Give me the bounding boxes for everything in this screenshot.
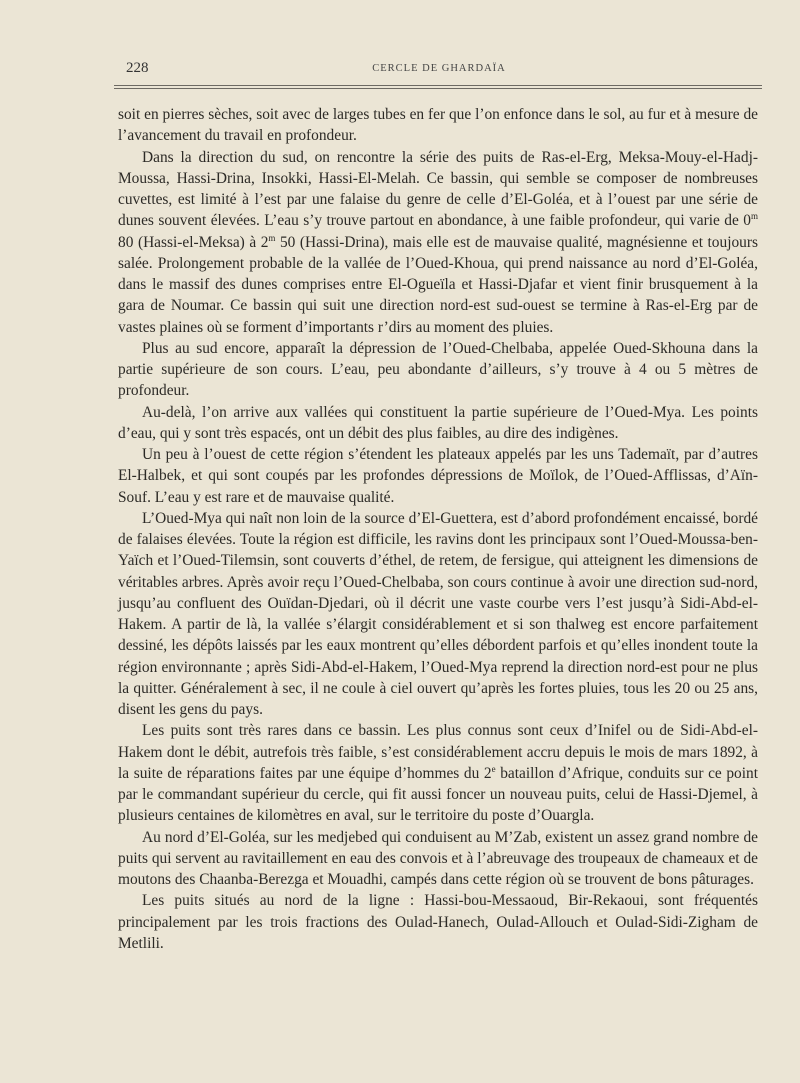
paragraph-text: bataillon d’Afrique, conduits sur ce point par le commandant supérieur du cercle, qui fit aussi foncer un nouveau puits, celui de Hassi-Djemel, à plusieurs centaines de kilomètres en aval, sur le territoire du poste d’Ouargla. bbox=[118, 764, 759, 825]
battalion-number: 2 bbox=[483, 764, 492, 782]
paragraph: soit en pierres sèches, soit avec de larges tubes en fer que l’on enfonce dans le sol, au fur et à mesure de l’avancement du travail en profondeur. bbox=[118, 106, 758, 145]
paragraph: Au-delà, l’on arrive aux vallées qui constituent la partie supérieure de l’Oued-Mya. Les points d’eau, qui y sont très espacés, ont un débit des plus faibles, au dire des indigènes. bbox=[118, 403, 758, 442]
header-rule-top bbox=[114, 85, 762, 86]
paragraph: Plus au sud encore, apparaît la dépression de l’Oued-Chelbaba, appelée Oued-Skhouna dans la partie supérieure de son cours. L’eau, peu abondante d’ailleurs, s’y trouve à 4 ou 5 mètres de profondeur. bbox=[118, 339, 758, 400]
unit-superscript: m bbox=[750, 211, 758, 222]
depth-range: 80 (Hassi-el-Meksa) à 2 bbox=[118, 233, 269, 251]
body-text bbox=[118, 104, 758, 954]
paragraph-text: Dans la direction du sud, on rencontre la série des puits de Ras-el-Erg, Meksa-Mouy-el-Hadj-Moussa, Hassi-Drina, Insokki, Hassi-El-Melah. Ce bassin, qui semble se composer de nombreuses cuvettes, est limité à l’est par une falaise du genre de celle d’El-Goléa, et à l’ouest par une série de dunes souvent élevées. L’eau s’y trouve partout en abondance, à une faible profondeur, qui varie de bbox=[118, 148, 758, 230]
depth-value: 0 bbox=[743, 212, 751, 230]
ordinal-superscript: e bbox=[491, 763, 496, 774]
paragraph: Au nord d’El-Goléa, sur les medjebed qui conduisent au M’Zab, existent un assez grand nombre de puits qui servent au ravitaillement en eau des convois et à l’abreuvage des troupeaux de chameaux et de moutons des Chaanba-Berezga et Mouadhi, campés dans cette région où se trouvent de bons pâturages. bbox=[118, 828, 758, 888]
paragraph: Un peu à l’ouest de cette région s’étendent les plateaux appelés par les uns Tademaït, par d’autres El-Halbek, et qui sont coupés par les profondes dépressions de Moïlok, de l’Oued-Afflissas, d’Aïn-Souf. L’eau y est rare et de mauvaise qualité. bbox=[118, 446, 758, 506]
running-title: CERCLE DE GHARDAÏA bbox=[372, 63, 506, 74]
unit-superscript: m bbox=[268, 232, 276, 243]
header-rule-bottom bbox=[114, 88, 762, 89]
paragraph: Les puits situés au nord de la ligne : Hassi-bou-Messaoud, Bir-Rekaoui, sont fréquentés principalement par les trois fractions des Oulad-Hanech, Oulad-Allouch et Oulad-Sidi-Zigham de Metlili. bbox=[118, 892, 758, 952]
paragraph: L’Oued-Mya qui naît non loin de la source d’El-Guettera, est d’abord profondément encaissé, bordé de falaises élevées. Toute la région est difficile, les ravins dont les principaux sont l’Oued-Moussa-ben-Yaïch et l’Oued-Tilemsin, sont couverts d’éthel, de retem, de fersigue, qui atteignent les dimensions de véritables arbres. Après avoir reçu l’Oued-Chelbaba, son cours continue à avoir une direction sud-nord, jusqu’au confluent des Ouïdan-Djedari, où il décrit une vaste courbe vers l’est jusqu’à Sidi-Abd-el-Hakem. A partir de là, la vallée s’élargit considérablement et si son thalweg est encore parfaitement dessiné, les dépôts laissés par les eaux montrent qu’elles débordent parfois et qu’elles inondent toute la région environnante ; après Sidi-Abd-el-Hakem, l’Oued-Mya reprend la direction nord-est pour ne plus la quitter. Généralement à sec, il ne coule à ciel ouvert qu’après les fortes pluies, tous les 20 ou 25 ans, disent les gens du pays. bbox=[118, 509, 758, 718]
paragraph bbox=[118, 147, 758, 338]
page-number: 228 bbox=[126, 60, 149, 76]
page-header bbox=[118, 58, 760, 82]
paragraph-text: 50 (Hassi-Drina), mais elle est de mauvaise qualité, magnésienne et toujours salée. Prolongement probable de la vallée de l’Oued-Khoua, qui prend naissance au nord d’El-Goléa, dans le massif des dunes comprises entre El-Ogueïla et Hassi-Djafar et vient finir brusquement à la gara de Noumar. Ce bassin qui suit une direction nord-est sud-ouest se termine à Ras-el-Erg par de vastes plaines où se forment d’importants r’dirs au moment des pluies. bbox=[118, 233, 758, 336]
paragraph bbox=[118, 720, 758, 826]
paragraph-text: Les puits sont très rares dans ce bassin. Les plus connus sont ceux d’Inifel ou de Sidi-Abd-el-Hakem dont le débit, autrefois très faible, s’est considérablement accru depuis le mois de mars 1892, à la suite de réparations faites par une équipe d’hommes du bbox=[118, 722, 758, 782]
